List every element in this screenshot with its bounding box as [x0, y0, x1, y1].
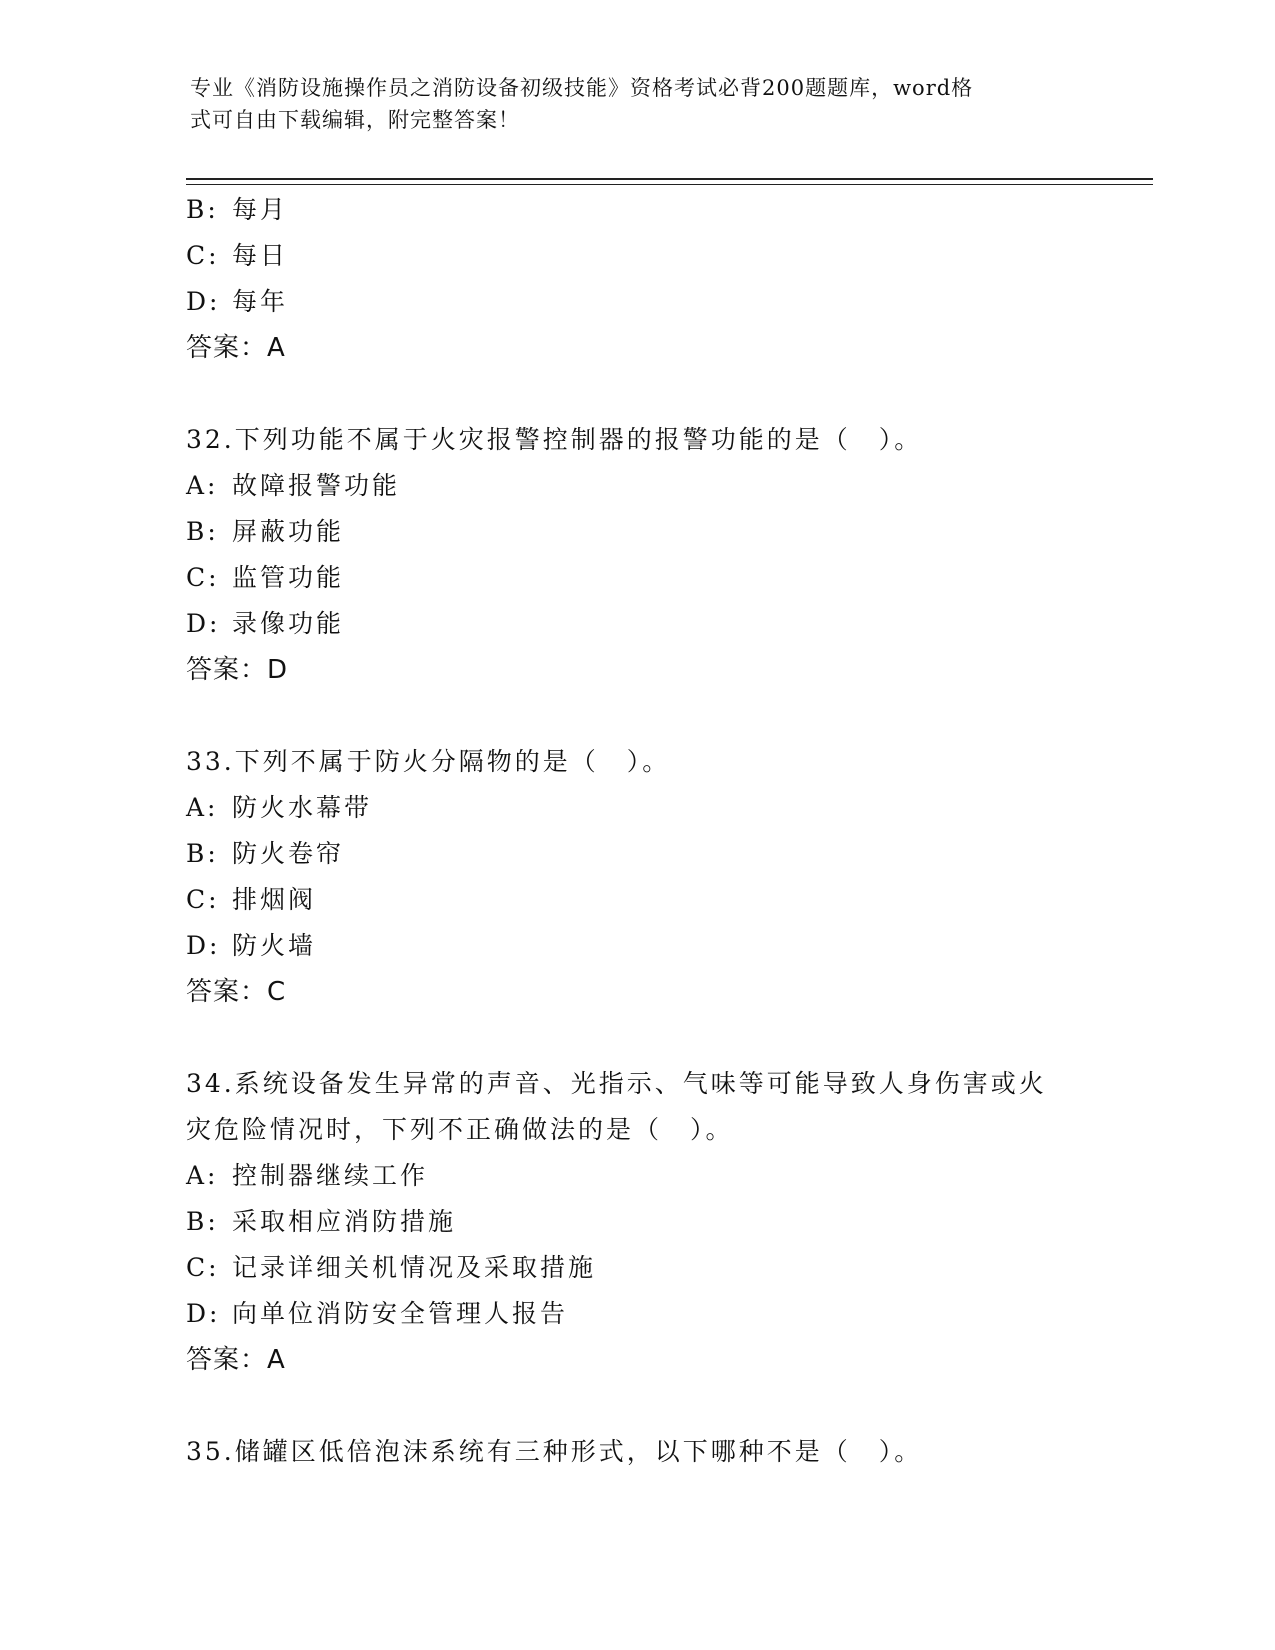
option-b: B: 屏蔽功能: [186, 517, 345, 546]
question-text: 35.储罐区低倍泡沫系统有三种形式，以下哪种不是（ ）。: [186, 1437, 923, 1466]
answer: 答案：A: [186, 1345, 286, 1375]
option-b: B: 防火卷帘: [186, 839, 345, 868]
header-line-1: 专业《消防设施操作员之消防设备初级技能》资格考试必背200题题库，word格: [190, 76, 974, 100]
option-a: A: 故障报警功能: [186, 471, 401, 500]
option-d: D: 每年: [186, 287, 289, 316]
header-divider: [186, 178, 1153, 180]
question-text: 32.下列功能不属于火灾报警控制器的报警功能的是（ ）。: [186, 425, 923, 454]
answer: 答案：C: [186, 977, 287, 1007]
option-a: A: 防火水幕带: [186, 793, 373, 822]
header-divider-thin: [186, 184, 1153, 185]
question-text-line-2: 灾危险情况时，下列不正确做法的是（ ）。: [186, 1115, 734, 1144]
header-line-2: 式可自由下载编辑，附完整答案！: [190, 108, 520, 132]
question-32: [186, 417, 1086, 693]
question-33: [186, 739, 1086, 1015]
option-d: D: 录像功能: [186, 609, 345, 638]
answer: 答案：A: [186, 333, 286, 363]
answer: 答案：D: [186, 655, 289, 685]
question-35: [186, 1429, 1086, 1475]
question-text-line-1: 34.系统设备发生异常的声音、光指示、气味等可能导致人身伤害或火: [186, 1069, 1047, 1098]
question-31-continued: [186, 187, 1086, 371]
option-b: B: 采取相应消防措施: [186, 1207, 457, 1236]
document-header: [190, 72, 1070, 136]
option-d: D: 防火墙: [186, 931, 317, 960]
option-c: C: 记录详细关机情况及采取措施: [186, 1253, 597, 1282]
option-b: B: 每月: [186, 195, 289, 224]
question-34: [186, 1061, 1086, 1383]
document-body: [186, 187, 1086, 1475]
option-c: C: 每日: [186, 241, 289, 270]
option-c: C: 监管功能: [186, 563, 345, 592]
question-text: 33.下列不属于防火分隔物的是（ ）。: [186, 747, 671, 776]
option-c: C: 排烟阀: [186, 885, 317, 914]
option-a: A: 控制器继续工作: [186, 1161, 429, 1190]
option-d: D: 向单位消防安全管理人报告: [186, 1299, 569, 1328]
